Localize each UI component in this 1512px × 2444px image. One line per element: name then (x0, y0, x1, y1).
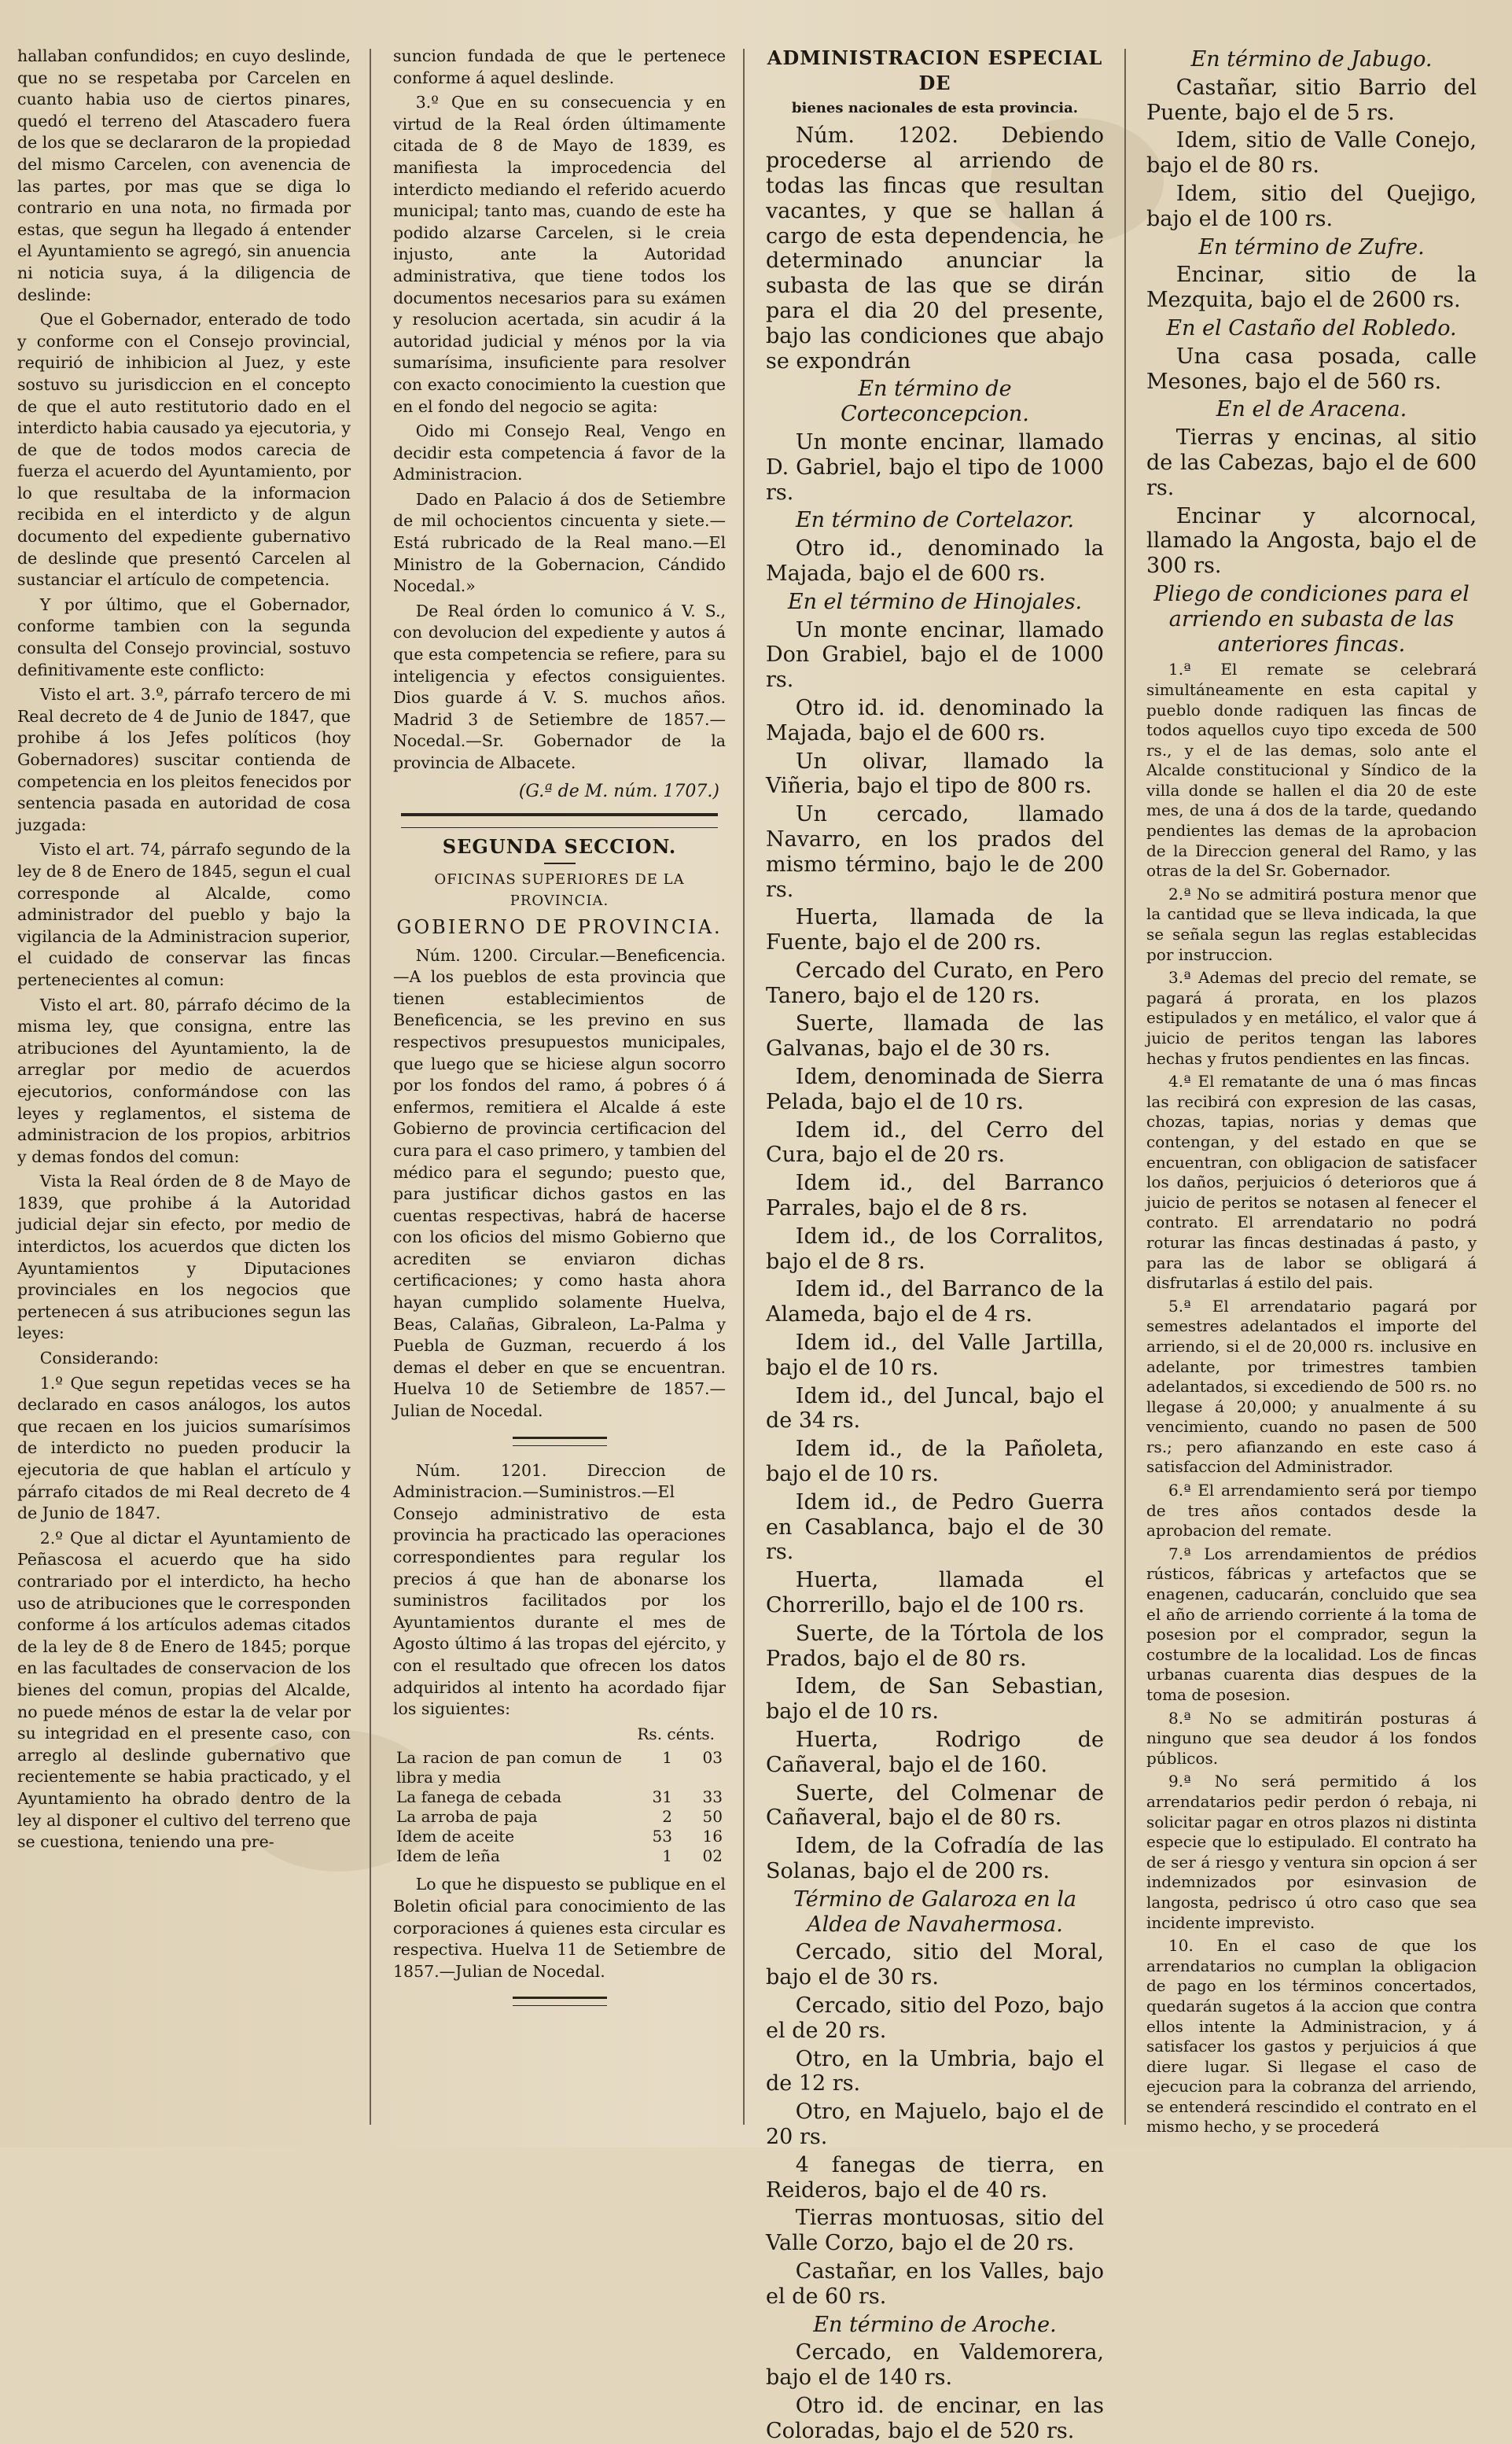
closing-paragraph: Lo que he dispuesto se publique en el Boletin oficial para conocimiento de las corporaciones á quienes esta circular es respectiva. Huelva 11 de Setiembre de 1857.—Julian de Nocedal. (393, 1875, 726, 1981)
property-item: Idem, de la Cofradía de las Solanas, bajo el de 200 rs. (766, 1834, 1104, 1883)
column-4 (1146, 46, 1477, 2137)
condition-item: 3.ª Ademas del precio del remate, se pagará á prorata, en los plazos estipulados y en metálico, el valor que á juicio de peritos tengan las labores hechas y frutos pendientes en las fincas. (1146, 968, 1477, 1068)
offices-title: OFICINAS SUPERIORES DE LA PROVINCIA. (434, 870, 685, 910)
rate-item: La arroba de paja (396, 1807, 538, 1827)
property-item: Castañar, en los Valles, bajo el de 60 rs. (766, 2258, 1104, 2309)
column-3 (766, 46, 1104, 2443)
paragraph: 3.º Que en su consecuencia y en virtud de la Real órden últimamente citada de 8 de Mayo de 1839, es manifiesta la improcedencia del interdicto mediando el referido acuerdo municipal; tanto mas, cuando de este ha podido alzarse Carcelen, si le creia injusto, ante la Autoridad administrativa, que tiene todos los documentos necesarios para su exámen y resolucion acertada, sin acudir á la autoridad judicial y ménos por la via sumarísima, insuficiente para resolver con exacto conocimiento la cuestion que en el fondo del negocio se agita: (393, 93, 726, 416)
property-list (766, 377, 1104, 2443)
section-title: SEGUNDA SECCION. (442, 835, 677, 859)
paragraph: Oido mi Consejo Real, Vengo en decidir esta competencia á favor de la Administracion. (393, 421, 726, 484)
paragraph: Dado en Palacio á dos de Setiembre de mil ochocientos cincuenta y siete.—Está rubricado de la Real mano.—El Ministro de la Gobernacion, Cándido Nocedal.» (393, 489, 726, 596)
section-divider (401, 813, 718, 828)
column-1 (17, 46, 351, 2133)
place-heading: En término de Aroche. (813, 2312, 1057, 2337)
rate-centimos: 03 (702, 1748, 723, 1768)
condition-item: 10. En el caso de que los arrendatarios no cumplan la obligacion de pago en los términos concertados, quedarán sugetos á la accion que contra ellos intente la Administracion, y á satisfacer los gastos y perjuicios á que diere lugar. Si llegase el caso de ejecucion para la cobranza del arriendo, se entenderá rescindido el contrato en el mismo hecho, y se procederá (1146, 1936, 1477, 2137)
property-item: Huerta, llamada el Chorrerillo, bajo el de 100 rs. (766, 1568, 1104, 1618)
rate-centimos: 16 (702, 1827, 723, 1846)
column-rule (370, 49, 371, 2125)
property-item: Cercado, en Valdemorera, bajo el de 140 rs. (766, 2340, 1104, 2391)
place-heading: En el término de Hinojales. (787, 589, 1083, 614)
gaceta-reference: (G.ª de M. núm. 1707.) (518, 781, 719, 801)
rate-row (393, 1846, 726, 1866)
condition-item: 5.ª El arrendatario pagará por semestres adelantados el importe del arriendo, si el de 20,000 rs. inclusive en adelante, por trimestres tambien adelantados, si excediendo de 500 rs. no llegase á 20,000; y anualmente á su vencimiento, cuando no pasen de 500 rs.; pero afianzando en este caso á satisfaccion del Administrador. (1146, 1296, 1477, 1477)
place-heading: Término de Galaroza en la Aldea de Navahermosa. (793, 1886, 1077, 1937)
paragraph: Visto el art. 80, párrafo décimo de la misma ley, que consigna, entre las atribuciones del Ayuntamiento, la de arreglar por medio de acuerdos ejecutorios, conformándose con las leyes y reglamentos, el sistema de administracion de los propios, arbitrios y demas fondos del comun: (17, 995, 351, 1166)
paragraph: 2.º Que al dictar el Ayuntamiento de Peñascosa el acuerdo que ha sido contrariado por el interdicto, ha hecho uso de atribuciones que le corresponden conforme á los artículos ademas citados de la ley de 8 de Enero de 1845; porque en las facultades de conservacion de los bienes del comun, propias del Alcalde, no puede ménos de estar la de velar por su integridad en el presente caso, con arreglo al deslinde gubernativo que recientemente se habia practicado, y el Ayuntamiento ha obrado dentro de la ley al disponer el cultivo del terreno que se cuestiona, teniendo una pre- (17, 1528, 351, 1852)
property-item: Cercado del Curato, en Pero Tanero, bajo el de 120 rs. (766, 958, 1104, 1008)
rate-reales: 1 (662, 1748, 672, 1768)
rate-reales: 2 (662, 1807, 672, 1827)
paragraph: Que el Gobernador, enterado de todo y conforme con el Consejo provincial, requirió de inhibicion al Juez, y este sostuvo su jurisdiccion en el concepto de que el auto restitutorio dado en el interdicto habia causado ya ejecutoria, y de que de todos modos carecia de fuerza el acuerdo del Ayuntamiento, por lo que resultaba de la informacion recibida en el interdicto y de algun documento del expediente gubernativo de deslinde que presentó Carcelen al sustanciar el artículo de competencia. (17, 310, 351, 590)
property-item: Encinar y alcornocal, llamado la Angosta, bajo el de 300 rs. (1146, 503, 1477, 579)
property-item: Encinar, sitio de la Mezquita, bajo el de 2600 rs. (1146, 263, 1477, 313)
place-heading: En término de Jabugo. (1190, 47, 1433, 72)
place-heading: En el de Aracena. (1216, 397, 1407, 422)
rate-reales: 31 (652, 1787, 672, 1807)
place-heading: En término de Zufre. (1198, 234, 1425, 259)
property-item: Idem, sitio de Valle Conejo, bajo el de 80 rs. (1146, 128, 1477, 179)
rate-row (393, 1748, 726, 1787)
rate-centimos: 50 (702, 1807, 723, 1827)
condition-item: 8.ª No se admitirán posturas á ninguno que sea deudor á los fondos públicos. (1146, 1708, 1477, 1768)
rate-item: La fanega de cebada (396, 1787, 562, 1807)
short-rule (544, 863, 576, 864)
property-item: Idem id., del Cerro del Cura, bajo el de 20 rs. (766, 1117, 1104, 1168)
administration-heading: ADMINISTRACION ESPECIAL DE (767, 46, 1103, 94)
place-heading: En el Castaño del Robledo. (1166, 315, 1457, 340)
paragraph: Visto el art. 3.º, párrafo tercero de mi Real decreto de 4 de Junio de 1847, que prohibe á los Jefes políticos (hoy Gobernadores) suscitar contienda de competencia en los pleitos fenecidos por sentencia pasada en autoridad de cosa juzgada: (17, 685, 351, 834)
property-list (1146, 47, 1477, 579)
divider (513, 1997, 607, 2006)
divider (513, 1437, 607, 1446)
place-heading: En término de Corteconcepcion. (841, 377, 1029, 427)
property-item: Un monte encinar, llamado D. Gabriel, bajo el tipo de 1000 rs. (766, 429, 1104, 505)
paragraph: Vista la Real órden de 8 de Mayo de 1839, que prohibe á la Autoridad judicial dejar sin efecto, por medio de interdictos, los acuerdos que dicten los Ayuntamientos y Diputaciones provinciales en los negocios que pertenecen á sus atribuciones segun las leyes: (17, 1172, 351, 1343)
property-item: Idem, sitio del Quejigo, bajo el de 100 rs. (1146, 181, 1477, 231)
column-rule (743, 49, 745, 2125)
property-item: Cercado, sitio del Pozo, bajo el de 20 rs. (766, 1993, 1104, 2043)
property-item: Cercado, sitio del Moral, bajo el de 30 rs. (766, 1940, 1104, 1990)
property-item: Idem id., del Barranco Parrales, bajo el de 8 rs. (766, 1171, 1104, 1221)
paragraph: Visto el art. 74, párrafo segundo de la ley de 8 de Enero de 1845, segun el cual corresponde al Alcalde, como administrador del pueblo y bajo la vigilancia de la Administracion superior, el cuidado de conservar las fincas pertenecientes al comun: (17, 840, 351, 989)
rates-header: Rs. cénts. (637, 1724, 715, 1743)
property-item: Tierras y encinas, al sitio de las Cabezas, bajo el de 600 rs. (1146, 425, 1477, 500)
property-item: Un monte encinar, llamado Don Grabiel, bajo el de 1000 rs. (766, 617, 1104, 693)
property-item: Idem id., de la Pañoleta, bajo el de 10 rs. (766, 1437, 1104, 1487)
rate-item: Idem de aceite (396, 1827, 515, 1846)
paragraph: 1.º Que segun repetidas veces se ha declarado en casos análogos, los autos que recaen en los juicios sumarísimos de interdicto no pueden producir la ejecutoria de que hablan el artículo y párrafo citados de mi Real decreto de 4 de Junio de 1847. (17, 1373, 351, 1523)
conditions-list (1146, 660, 1477, 2137)
condition-item: 9.ª No será permitido á los arrendatarios pedir perdon ó rebaja, ni solicitar pagar en otros plazos ni distinta especie que lo estipulado. El contrato ha de ser á riesgo y ventura sin opcion á ser indemnizados por esinvasion de langosta, pedrisco ú otro caso que sea incidente imprevisto. (1146, 1772, 1477, 1932)
property-item: Huerta, Rodrigo de Cañaveral, bajo el de 160. (766, 1728, 1104, 1777)
condition-item: 4.ª El rematante de una ó mas fincas las recibirá con expresion de las casas, chozas, tapias, norias y demas que contengan, y del estado en que se encuentran, con obligacion de satisfacer los daños, perjuicios ó deterioros que á juicio de peritos se notasen al fenecer el contrato. El arrendatario no podrá roturar las fincas destinadas á pasto, y para las de labor se obligará á disfrutarlas á estilo del pais. (1146, 1072, 1477, 1293)
rate-row (393, 1827, 726, 1846)
property-item: Un olivar, llamado la Viñeria, bajo el tipo de 800 rs. (766, 749, 1104, 799)
circular-1200: Núm. 1200. Circular.—Beneficencia.—A los pueblos de esta provincia que tienen establecimientos de Beneficencia, se les previno en sus respectivos presupuestos municipales, que luego que se hiciese algun socorro por los fondos del ramo, á pobres ó á enfermos, remitiera el Alcalde á este Gobierno de provincia certificacion del cura para el caso primero, y tambien del médico para el segundo; puesto que, para justificar dichos gastos en las cuentas respectivas, habrá de hacerse con los oficios del mismo Gobierno que acrediten se enviaron dichas certificaciones; y como hasta ahora hayan cumplido solamente Huelva, Beas, Calañas, Gibraleon, La-Palma y Puebla de Guzman, recuerdo á los demas el deber en que se encuentran. Huelva 10 de Setiembre de 1857.—Julian de Nocedal. (393, 945, 726, 1421)
rate-centimos: 33 (702, 1787, 723, 1807)
property-item: Otro, en Majuelo, bajo el de 20 rs. (766, 2100, 1104, 2149)
paragraph: De Real órden lo comunico á V. S., con devolucion del expediente y autos á que esta competencia se refiere, para su inteligencia y efectos consiguientes. Dios guarde á V. S. muchos años. Madrid 3 de Setiembre de 1857.—Nocedal.—Sr. Gobernador de la provincia de Albacete. (393, 601, 726, 772)
circular-1201: Núm. 1201. Direccion de Administracion.—Suministros.—El Consejo administrativo de esta provincia ha practicado las operaciones correspondientes para regular los precios á que han de abonarse los suministros facilitados por los Ayuntamientos durante el mes de Agosto último á las tropas del ejército, y con el resultado que ofrecen los datos adquiridos al intento ha acordado fijar los siguientes: (393, 1460, 726, 1719)
condition-item: 7.ª Los arrendamientos de prédios rústicos, fábricas y artefactos que se enagenen, caducarán, concluido que sea el año de arriendo corriente á la toma de posesion por el comprador, segun la costumbre de la localidad. Los de fincas urbanas cuarenta dias despues de la toma de posesion. (1146, 1544, 1477, 1705)
rates-table (393, 1748, 726, 1866)
rate-row (393, 1807, 726, 1827)
property-item: Un cercado, llamado Navarro, en los prados del mismo término, bajo le de 200 rs. (766, 802, 1104, 902)
property-item: Otro id., denominado la Majada, bajo el de 600 rs. (766, 536, 1104, 586)
property-item: Suerte, de la Tórtola de los Prados, bajo el de 80 rs. (766, 1621, 1104, 1671)
property-item: Otro id. id. denominado la Majada, bajo el de 600 rs. (766, 695, 1104, 745)
rate-reales: 1 (662, 1846, 672, 1866)
property-item: Otro, en la Umbria, bajo el de 12 rs. (766, 2046, 1104, 2096)
paragraph: hallaban confundidos; en cuyo deslinde, que no se respetaba por Carcelen en cuanto habia uso de ciertos pinares, quedó el terreno del Atascadero fuera de los que se declararon de la propiedad del mismo Carcelen, con avenencia de las partes, por mas que se diga lo contrario en una nota, no firmada por estas, que segun ha llegado á entender el Ayuntamiento se agregó, sin anuencia ni noticia suya, á la diligencia de deslinde: (17, 46, 351, 304)
paragraph: suncion fundada de que le pertenece conforme á aquel deslinde. (393, 46, 726, 87)
property-item: 4 fanegas de tierra, en Reideros, bajo el de 40 rs. (766, 2152, 1104, 2203)
auction-intro: Núm. 1202. Debiendo procederse al arriendo de todas las fincas que resultan vacantes, y que se hallan á cargo de esta dependencia, he determinado anunciar la subasta de las que se dirán para el dia 20 del presente, bajo las condiciones que abajo se expondrán (766, 123, 1104, 374)
paragraph: Considerando: (39, 1349, 159, 1368)
property-item: Huerta, llamada de la Fuente, bajo el de 200 rs. (766, 905, 1104, 955)
rate-row (393, 1787, 726, 1807)
column-2 (393, 46, 726, 2133)
condition-item: 2.ª No se admitirá postura menor que la cantidad que se lleva indicada, la que se señala segun las reglas establecidas por instruccion. (1146, 884, 1477, 964)
administration-subheading: bienes nacionales de esta provincia. (791, 99, 1079, 116)
rate-item: Idem de leña (396, 1846, 500, 1866)
property-item: Idem, de San Sebastian, bajo el de 10 rs. (766, 1674, 1104, 1724)
rate-item: La racion de pan comun de libra y media (396, 1748, 622, 1787)
rate-centimos: 02 (702, 1846, 723, 1866)
property-item: Idem id., de Pedro Guerra en Casablanca, bajo el de 30 rs. (766, 1489, 1104, 1565)
place-heading: En término de Cortelazor. (795, 508, 1075, 533)
property-item: Idem, denominada de Sierra Pelada, bajo el de 10 rs. (766, 1065, 1104, 1114)
condition-item: 1.ª El remate se celebrará simultáneamente en esta capital y pueblo donde radiquen las fincas de todos aquellos cuyo tipo exceda de 500 rs., y el de las demas, solo ante el Alcalde constitucional y Síndico de la villa donde se hallen el dia 20 de este mes, de una á dos de la tarde, quedando pendientes las demas de la aprobacion de la Direccion general del Ramo, y las otras de la del Sr. Gobernador. (1146, 660, 1477, 881)
property-item: Idem id., del Barranco de la Alameda, bajo el de 4 rs. (766, 1277, 1104, 1327)
property-item: Suerte, del Colmenar de Cañaveral, bajo el de 80 rs. (766, 1780, 1104, 1831)
property-item: Suerte, llamada de las Galvanas, bajo el de 30 rs. (766, 1011, 1104, 1062)
property-item: Idem id., del Valle Jartilla, bajo el de 10 rs. (766, 1331, 1104, 1380)
paragraph: Y por último, que el Gobernador, conforme tambien con la segunda consulta del Consejo provincial, sostuvo definitivamente este conflicto: (17, 594, 351, 679)
gobierno-title: GOBIERNO DE PROVINCIA. (396, 915, 723, 938)
conditions-title: Pliego de condiciones para el arriendo en subasta de las anteriores fincas. (1153, 581, 1470, 657)
column-rule (1124, 49, 1126, 2125)
rate-reales: 53 (652, 1827, 672, 1846)
condition-item: 6.ª El arrendamiento será por tiempo de tres años contados desde la aprobacion del remate. (1146, 1481, 1477, 1540)
property-item: Idem id., de los Corralitos, bajo el de 8 rs. (766, 1224, 1104, 1274)
property-item: Castañar, sitio Barrio del Puente, bajo el de 5 rs. (1146, 75, 1477, 125)
property-item: Otro id. de encinar, en las Coloradas, bajo el de 520 rs. (766, 2393, 1104, 2443)
property-item: Una casa posada, calle Mesones, bajo el de 560 rs. (1146, 344, 1477, 394)
property-item: Tierras montuosas, sitio del Valle Corzo, bajo el de 20 rs. (766, 2206, 1104, 2256)
property-item: Idem id., del Juncal, bajo el de 34 rs. (766, 1383, 1104, 1434)
